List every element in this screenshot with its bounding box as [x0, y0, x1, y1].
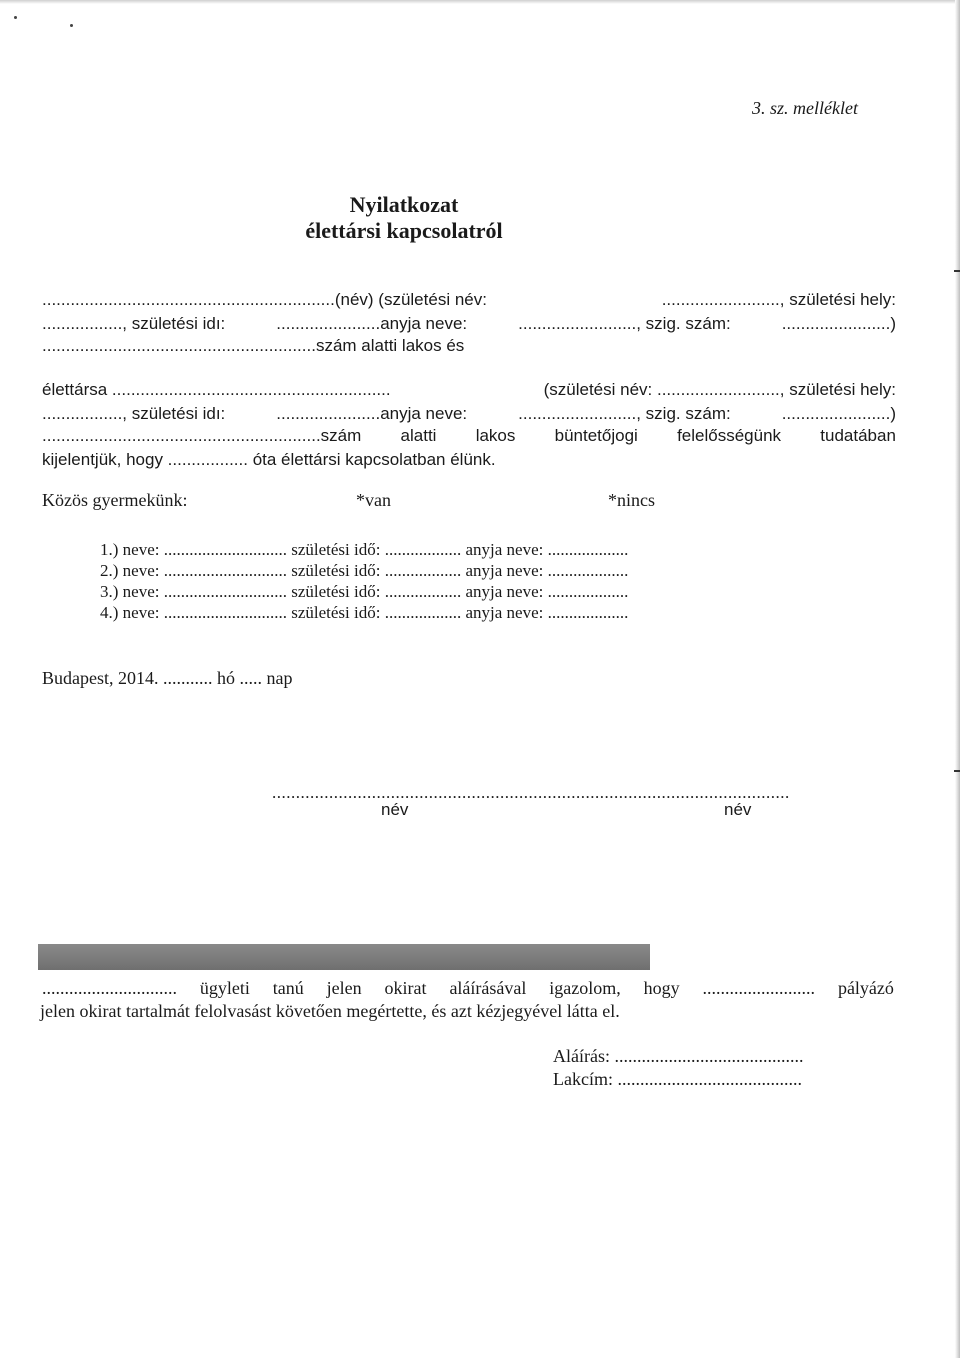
field-text: okirat [384, 978, 427, 998]
date-line: Budapest, 2014. ........... hó ..... nap [42, 668, 293, 688]
field-text: pályázó [837, 978, 894, 998]
declarant-2-line-2 [42, 404, 896, 424]
scan-mark [954, 770, 960, 772]
scan-top-edge [0, 0, 960, 4]
field-text: felelősségünk [677, 426, 782, 445]
document-subtitle: élettársi kapcsolatról [305, 218, 503, 243]
field-text: ......................... [702, 978, 816, 998]
clause-banner [38, 944, 650, 970]
children-option-yes: *van [356, 490, 391, 510]
field-text: .......................) [781, 404, 896, 423]
declarant-2-line-1 [42, 380, 896, 400]
child-row: 3.) neve: ............................. születési idő: .................. anyja neve: ................... [100, 582, 629, 601]
declarant-1-line-1 [42, 290, 896, 310]
signature-name-right: név [724, 800, 752, 819]
field-text: .............................. [42, 978, 177, 998]
children-option-no: *nincs [608, 490, 655, 510]
field-text: ........................., születési hely: [661, 290, 896, 309]
clause-line-2: jelen okirat tartalmát felolvasást követően megértette, és azt kézjegyével látta el. [40, 1001, 620, 1021]
field-text: büntetőjogi [554, 426, 638, 445]
children-label: Közös gyermekünk: [42, 490, 188, 510]
field-text: .......................) [781, 314, 896, 333]
signature-dots: ............................................................................................................. [272, 783, 790, 802]
field-text: ......................anyja neve: [276, 404, 468, 423]
field-text: alatti [400, 426, 437, 445]
child-row: 2.) neve: ............................. születési idő: .................. anyja neve: ................... [100, 561, 629, 580]
field-text: tanú [272, 978, 304, 998]
field-text: tudatában [820, 426, 896, 445]
field-text: hogy [643, 978, 680, 998]
scan-right-edge [955, 0, 960, 1358]
field-text: ................., születési idı: [42, 314, 226, 333]
scan-mark [954, 270, 960, 272]
field-text: ........................., szig. szám: [518, 314, 731, 333]
field-text: ................., születési idı: [42, 404, 226, 423]
child-row: 4.) neve: ............................. születési idő: .................. anyja neve: ................... [100, 603, 629, 622]
field-text: jelen [326, 978, 362, 998]
signature-name-left: név [381, 800, 409, 819]
field-text: ügyleti [199, 978, 250, 998]
document-title: Nyilatkozat [349, 192, 459, 217]
field-text: ........................., szig. szám: [518, 404, 731, 423]
scan-speck [14, 16, 17, 19]
child-row: 1.) neve: ............................. születési idő: .................. anyja neve: ................... [100, 540, 629, 559]
clause-line-1 [42, 978, 894, 999]
declarant-2-line-3 [42, 426, 896, 446]
signature-field: Aláírás: .......................................... [553, 1046, 804, 1066]
field-text: élettársa ........................................................... [42, 380, 391, 399]
field-text: ..............................................................(név) (születési név: [42, 290, 487, 309]
scan-speck [70, 24, 73, 27]
field-text: lakos [475, 426, 516, 445]
declarant-1-line-2 [42, 314, 896, 334]
field-text: igazolom, [549, 978, 621, 998]
field-text: aláírásával [449, 978, 527, 998]
annex-label: 3. sz. melléklet [752, 98, 858, 118]
field-text: ......................anyja neve: [276, 314, 468, 333]
field-text: ...........................................................szám [42, 426, 362, 445]
address-field: Lakcím: ......................................... [553, 1069, 802, 1089]
declarant-1-line-3: ..........................................................szám alatti lakos és [42, 336, 465, 355]
declarant-2-line-4: kijelentjük, hogy ................. óta élettársi kapcsolatban élünk. [42, 450, 496, 469]
field-text: (születési név: .........................., születési hely: [543, 380, 896, 399]
